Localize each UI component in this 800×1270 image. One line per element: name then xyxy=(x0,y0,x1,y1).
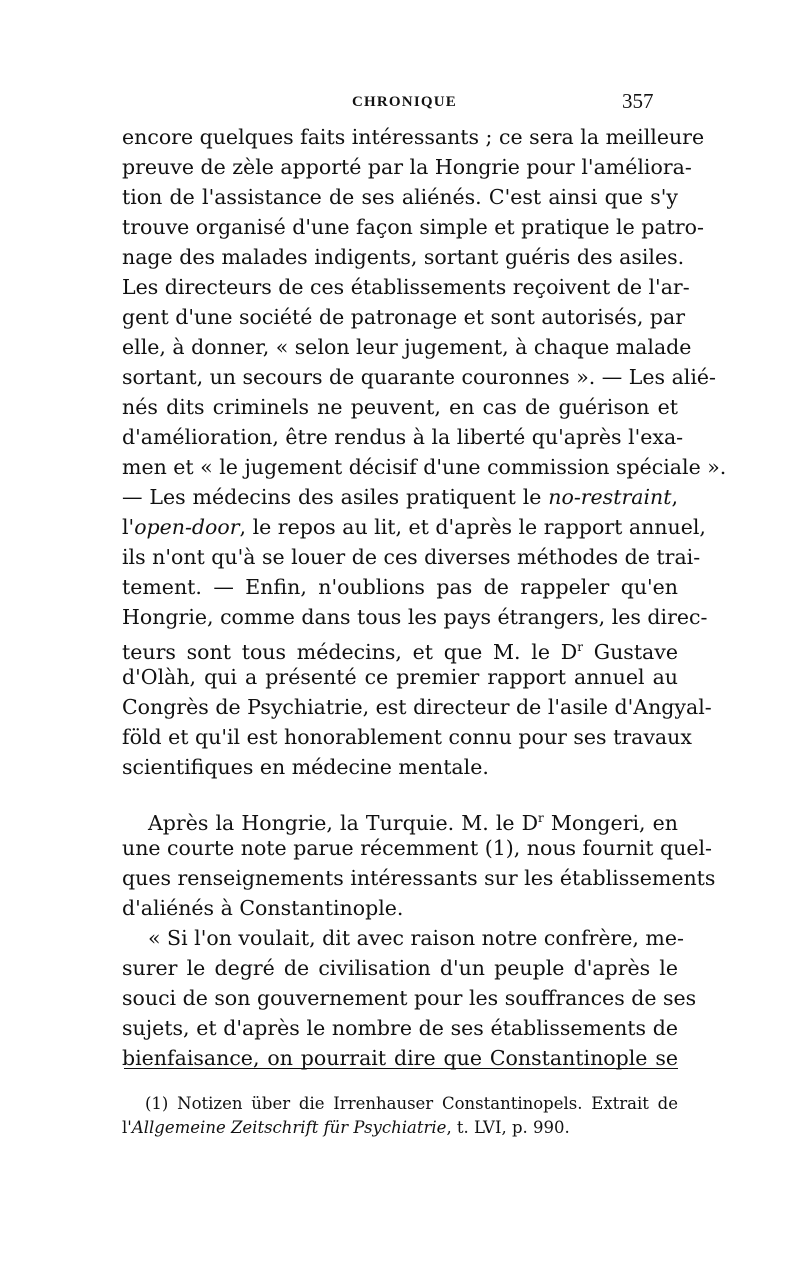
text-run: — Les médecins des asiles pratiquent le xyxy=(122,485,549,509)
text-run: teurs sont tous médecins, et que M. le D xyxy=(122,639,578,664)
text-line: men et « le jugement décisif d'une commission spéciale ». xyxy=(122,455,727,479)
text-run: Mongeri, en xyxy=(543,810,679,835)
text-line: encore quelques faits intéressants ; ce sera la meilleure xyxy=(122,125,705,149)
text-line-with-superscript xyxy=(122,632,678,662)
text-line: Hongrie, comme dans tous les pays étrangers, les direc- xyxy=(122,605,708,629)
text-run: , t. LVI, p. 990. xyxy=(446,1118,570,1137)
text-run: l' xyxy=(122,515,135,539)
text-run: l' xyxy=(122,1118,132,1137)
text-run: , le repos au lit, et d'après le rapport annuel, xyxy=(239,515,706,539)
text-line: souci de son gouvernement pour les souffrances de ses xyxy=(122,986,697,1010)
italic-term-open-door: open-door xyxy=(134,515,240,539)
text-line: bienfaisance, on pourrait dire que Constantinople se xyxy=(122,1046,678,1070)
text-line: tement. — Enfin, n'oublions pas de rappeler qu'en xyxy=(122,575,678,599)
text-line: preuve de zèle apporté par la Hongrie pour l'améliora- xyxy=(122,155,692,179)
text-run: Gustave xyxy=(582,639,678,664)
text-line: nage des malades indigents, sortant guéris des asiles. xyxy=(122,245,685,269)
running-head: CHRONIQUE xyxy=(352,94,457,110)
text-line: elle, à donner, « selon leur jugement, à chaque malade xyxy=(122,335,692,359)
text-line: nés dits criminels ne peuvent, en cas de guérison et xyxy=(122,395,678,419)
text-run: Après la Hongrie, la Turquie. M. le D xyxy=(148,810,539,835)
text-line: d'Olàh, qui a présenté ce premier rapport annuel au xyxy=(122,665,678,689)
text-line: ils n'ont qu'à se louer de ces diverses méthodes de trai- xyxy=(122,545,701,569)
text-line: sortant, un secours de quarante couronnes ». — Les alié- xyxy=(122,365,716,389)
text-line: föld et qu'il est honorablement connu pour ses travaux xyxy=(122,725,692,749)
italic-term-no-restraint: no-restraint xyxy=(548,485,672,509)
text-line: surer le degré de civilisation d'un peuple d'après le xyxy=(122,956,678,980)
page-number: 357 xyxy=(622,89,654,113)
text-line: scientifiques en médecine mentale. xyxy=(122,755,489,779)
footnote-line xyxy=(122,1116,678,1140)
footnote-line: (1) Notizen über die Irrenhauser Constantinopels. Extrait de xyxy=(145,1094,678,1113)
text-line-with-superscript xyxy=(148,803,678,833)
text-line: sujets, et d'après le nombre de ses établissements de xyxy=(122,1016,678,1040)
text-line: d'amélioration, être rendus à la liberté qu'après l'exa- xyxy=(122,425,684,449)
superscript: r xyxy=(538,811,544,825)
text-line: trouve organisé d'une façon simple et pratique le patro- xyxy=(122,215,704,239)
text-line: « Si l'on voulait, dit avec raison notre confrère, me- xyxy=(148,926,684,950)
journal-title: Allgemeine Zeitschrift für Psychiatrie xyxy=(131,1118,447,1137)
text-line: Les directeurs de ces établissements reçoivent de l'ar- xyxy=(122,275,690,299)
text-line: d'aliénés à Constantinople. xyxy=(122,896,404,920)
text-line-with-italic xyxy=(122,482,678,512)
text-line: ques renseignements intéressants sur les établissements xyxy=(122,866,716,890)
text-line: une courte note parue récemment (1), nous fournit quel- xyxy=(122,836,712,860)
page-header xyxy=(0,89,800,120)
text-run: , xyxy=(671,485,678,509)
footnote-separator xyxy=(124,1068,678,1069)
text-line: tion de l'assistance de ses aliénés. C'est ainsi que s'y xyxy=(122,185,678,209)
text-line: gent d'une société de patronage et sont autorisés, par xyxy=(122,305,686,329)
superscript: r xyxy=(577,640,583,654)
text-line-with-italic xyxy=(122,512,706,542)
text-line: Congrès de Psychiatrie, est directeur de l'asile d'Angyal- xyxy=(122,695,712,719)
